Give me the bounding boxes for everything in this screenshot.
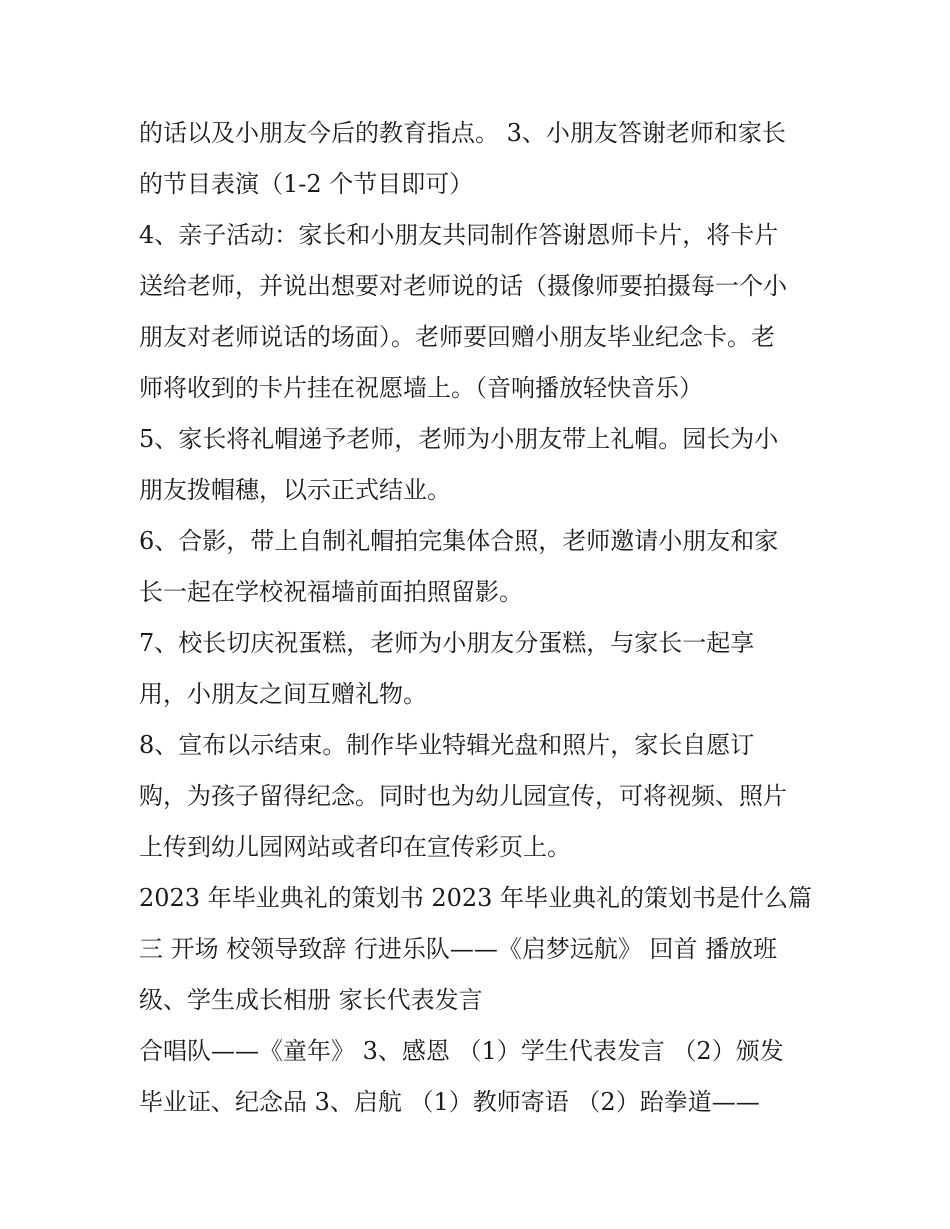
text-line: 毕业证、纪念品 3、启航 （1）教师寄语 （2）跆拳道—— xyxy=(139,1088,760,1116)
text-line: 送给老师，并说出想要对老师说的话（摄像师要拍摄每一个小 xyxy=(139,272,787,300)
text-line: 6、合影，带上自制礼帽拍完集体合照，老师邀请小朋友和家 xyxy=(139,527,779,555)
text-line: 2023 年毕业典礼的策划书 2023 年毕业典礼的策划书是什么篇 xyxy=(139,884,813,912)
document-body xyxy=(139,108,829,1128)
text-line: 5、家长将礼帽递予老师，老师为小朋友带上礼帽。园长为小 xyxy=(139,425,779,453)
text-line: 4、亲子活动：家长和小朋友共同制作答谢恩师卡片，将卡片 xyxy=(139,221,779,249)
text-line: 师将收到的卡片挂在祝愿墙上。（音响播放轻快音乐） xyxy=(139,374,703,402)
text-line: 合唱队——《童年》 3、感恩 （1）学生代表发言 （2）颁发 xyxy=(139,1037,784,1065)
text-line: 级、学生成长相册 家长代表发言 xyxy=(139,986,483,1014)
text-line: 朋友对老师说话的场面）。老师要回赠小朋友毕业纪念卡。老 xyxy=(139,323,775,351)
text-line: 8、宣布以示结束。制作毕业特辑光盘和照片，家长自愿订 xyxy=(139,731,755,759)
text-line: 长一起在学校祝福墙前面拍照留影。 xyxy=(139,578,523,606)
text-line: 7、校长切庆祝蛋糕，老师为小朋友分蛋糕，与家长一起享 xyxy=(139,629,755,657)
text-line: 用，小朋友之间互赠礼物。 xyxy=(139,680,427,708)
text-line: 上传到幼儿园网站或者印在宣传彩页上。 xyxy=(139,833,571,861)
text-line: 购，为孩子留得纪念。同时也为幼儿园宣传，可将视频、照片 xyxy=(139,782,787,810)
text-line: 朋友拨帽穗，以示正式结业。 xyxy=(139,476,451,504)
text-line: 的话以及小朋友今后的教育指点。 3、小朋友答谢老师和家长 xyxy=(139,119,786,147)
text-line: 的节目表演（1-2 个节目即可） xyxy=(139,170,474,198)
text-line: 三 开场 校领导致辞 行进乐队——《启梦远航》 回首 播放班 xyxy=(139,935,778,963)
